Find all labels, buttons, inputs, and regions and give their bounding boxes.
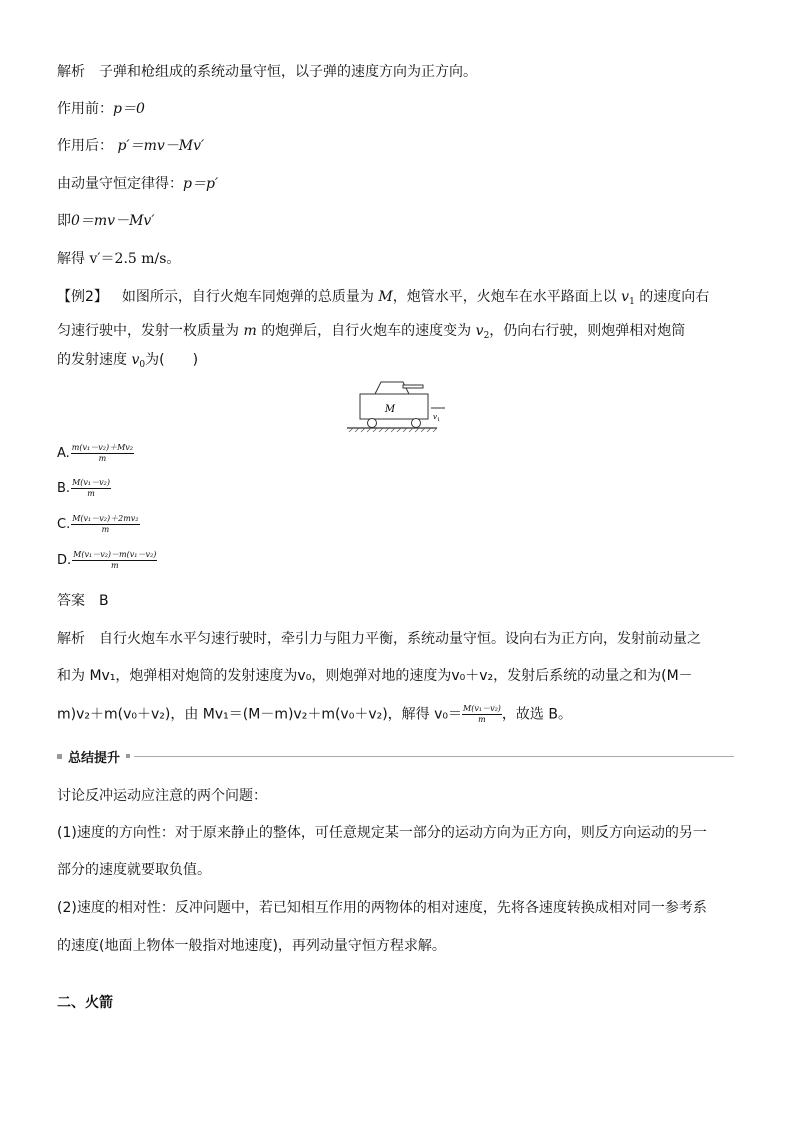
analysis2-line1 <box>57 629 701 649</box>
law-label: 由动量守恒定律得： <box>57 176 183 192</box>
analysis2-text: ，故选 B。 <box>501 706 572 723</box>
analysis2-line2 <box>57 666 693 686</box>
analysis2-text: 和为 Mv₁，炮弹相对炮筒的发射速度为v₀，则炮弹对地的速度为v₀＋v₂，发射后系统的动量之和为(M－ <box>57 668 693 684</box>
answer-label: 答案 <box>57 593 85 609</box>
option-c[interactable] <box>57 514 140 535</box>
option-fraction <box>72 550 157 571</box>
mass-symbol: m <box>243 323 257 339</box>
example2-text: 如图所示，自行火炮车同炮弹的总质量为 <box>121 289 374 305</box>
after-line <box>57 136 204 156</box>
ji-equation: 0＝mv－Mv′ <box>71 213 155 229</box>
velocity-label: $v_1$ <box>433 413 441 423</box>
example2-line3 <box>57 350 198 375</box>
after-label: 作用后： <box>57 138 113 154</box>
after-equation: p′＝mv－Mv′ <box>117 138 205 154</box>
before-equation: p＝0 <box>113 101 145 117</box>
example2-text: ，炮管水平，火炮车在水平路面上以 <box>392 289 617 305</box>
fraction-numerator: M(v₁－v₂)－m(v₁－v₂) <box>73 550 157 559</box>
solve-label: 解得 <box>57 251 85 267</box>
analysis-label: 解析 <box>57 64 85 80</box>
example-tag: 【例2】 <box>57 289 108 305</box>
answer-value: B <box>99 593 109 609</box>
before-label: 作用前： <box>57 101 113 117</box>
fraction-denominator: m <box>98 454 107 463</box>
example2-text: 的速度向右 <box>639 289 710 305</box>
ji-label: 即 <box>57 213 71 229</box>
fraction-denominator: m <box>110 561 119 570</box>
analysis2-text: 自行火炮车水平匀速行驶时，牵引力与阻力平衡，系统动量守恒。设向右为正方向，发射前动量之 <box>99 631 701 647</box>
solve-equation: v′＝2.5 m/s。 <box>89 251 181 267</box>
law-equation: p＝p′ <box>183 176 219 192</box>
fraction-denominator: m <box>101 525 110 534</box>
fraction-numerator: M(v₁－v₂) <box>463 704 501 713</box>
summary-intro: 讨论反冲运动应注意的两个问题： <box>57 788 267 804</box>
option-label: B. <box>57 481 71 496</box>
option-label: D. <box>57 553 72 568</box>
analysis1-line <box>57 62 477 82</box>
option-fraction <box>71 514 139 535</box>
summary-point2-line2: 的速度(地面上物体一般指对地速度)，再列动量守恒方程求解。 <box>57 938 446 954</box>
example2-text: 为( ) <box>145 352 199 368</box>
ji-line <box>57 211 155 231</box>
bullet-square-icon <box>57 754 62 759</box>
mass-symbol: M <box>378 289 393 305</box>
solution-fraction <box>462 704 502 725</box>
example2-line1 <box>57 287 709 312</box>
velocity-subscript: 0 <box>139 360 146 370</box>
example2-text: 匀速行驶中，发射一枚质量为 <box>57 323 239 339</box>
summary-point2-line1: (2)速度的相对性：反冲问题中，若已知相互作用的两物体的相对速度，先将各速度转换成相对同一参考系 <box>57 900 707 916</box>
law-line <box>57 174 218 194</box>
example2-text: 的炮弹后，自行火炮车的速度变为 <box>261 323 472 339</box>
summary-point1-line2: 部分的速度就要取负值。 <box>57 862 211 878</box>
option-fraction <box>71 478 111 499</box>
fraction-numerator: M(v₁－v₂)＋2mv₂ <box>72 514 139 523</box>
option-d[interactable] <box>57 550 157 571</box>
option-a[interactable] <box>57 443 134 464</box>
section-title: 二、火箭 <box>57 995 113 1011</box>
fraction-denominator: m <box>87 489 95 498</box>
ground-hatch <box>349 428 437 432</box>
summary-title: 总结提升 <box>68 750 121 766</box>
velocity-symbol: v <box>475 323 484 339</box>
solve-line <box>57 249 180 269</box>
analysis-label: 解析 <box>57 631 85 647</box>
option-b[interactable] <box>57 478 111 499</box>
analysis1-text: 子弹和枪组成的系统动量守恒，以子弹的速度方向为正方向。 <box>99 64 477 80</box>
velocity-symbol: v <box>131 352 140 368</box>
fraction-numerator: M(v₁－v₂) <box>72 478 110 487</box>
analysis2-line3 <box>57 704 572 725</box>
velocity-symbol: v <box>621 289 630 305</box>
option-fraction <box>71 443 134 464</box>
fraction-numerator: m(v₁－v₂)＋Mv₂ <box>71 443 133 452</box>
option-label: A. <box>57 446 70 461</box>
bullet-square-icon <box>126 754 130 758</box>
velocity-subscript: 2 <box>483 331 490 341</box>
wheel <box>412 419 421 428</box>
example2-text: 的发射速度 <box>57 352 127 368</box>
fraction-denominator: m <box>478 715 486 724</box>
example2-line2 <box>57 321 685 346</box>
wheel <box>368 419 377 428</box>
answer-line <box>57 591 109 611</box>
example2-text: ，仍向右行驶，则炮弹相对炮筒 <box>489 323 686 339</box>
tank-figure <box>345 374 445 434</box>
mass-label: M <box>384 404 396 415</box>
before-line <box>57 99 145 119</box>
tank-barrel <box>403 385 423 388</box>
velocity-subscript: 1 <box>629 297 635 307</box>
summary-header <box>57 749 734 766</box>
summary-point1-line1: (1)速度的方向性：对于原来静止的整体，可任意规定某一部分的运动方向为正方向，则反方向运动的另一 <box>57 825 707 841</box>
analysis2-text: m)v₂＋m(v₀＋v₂)，由 Mv₁＝(M－m)v₂＋m(v₀＋v₂)，解得 v₀＝ <box>57 706 463 723</box>
divider <box>134 756 734 757</box>
option-label: C. <box>57 517 71 532</box>
